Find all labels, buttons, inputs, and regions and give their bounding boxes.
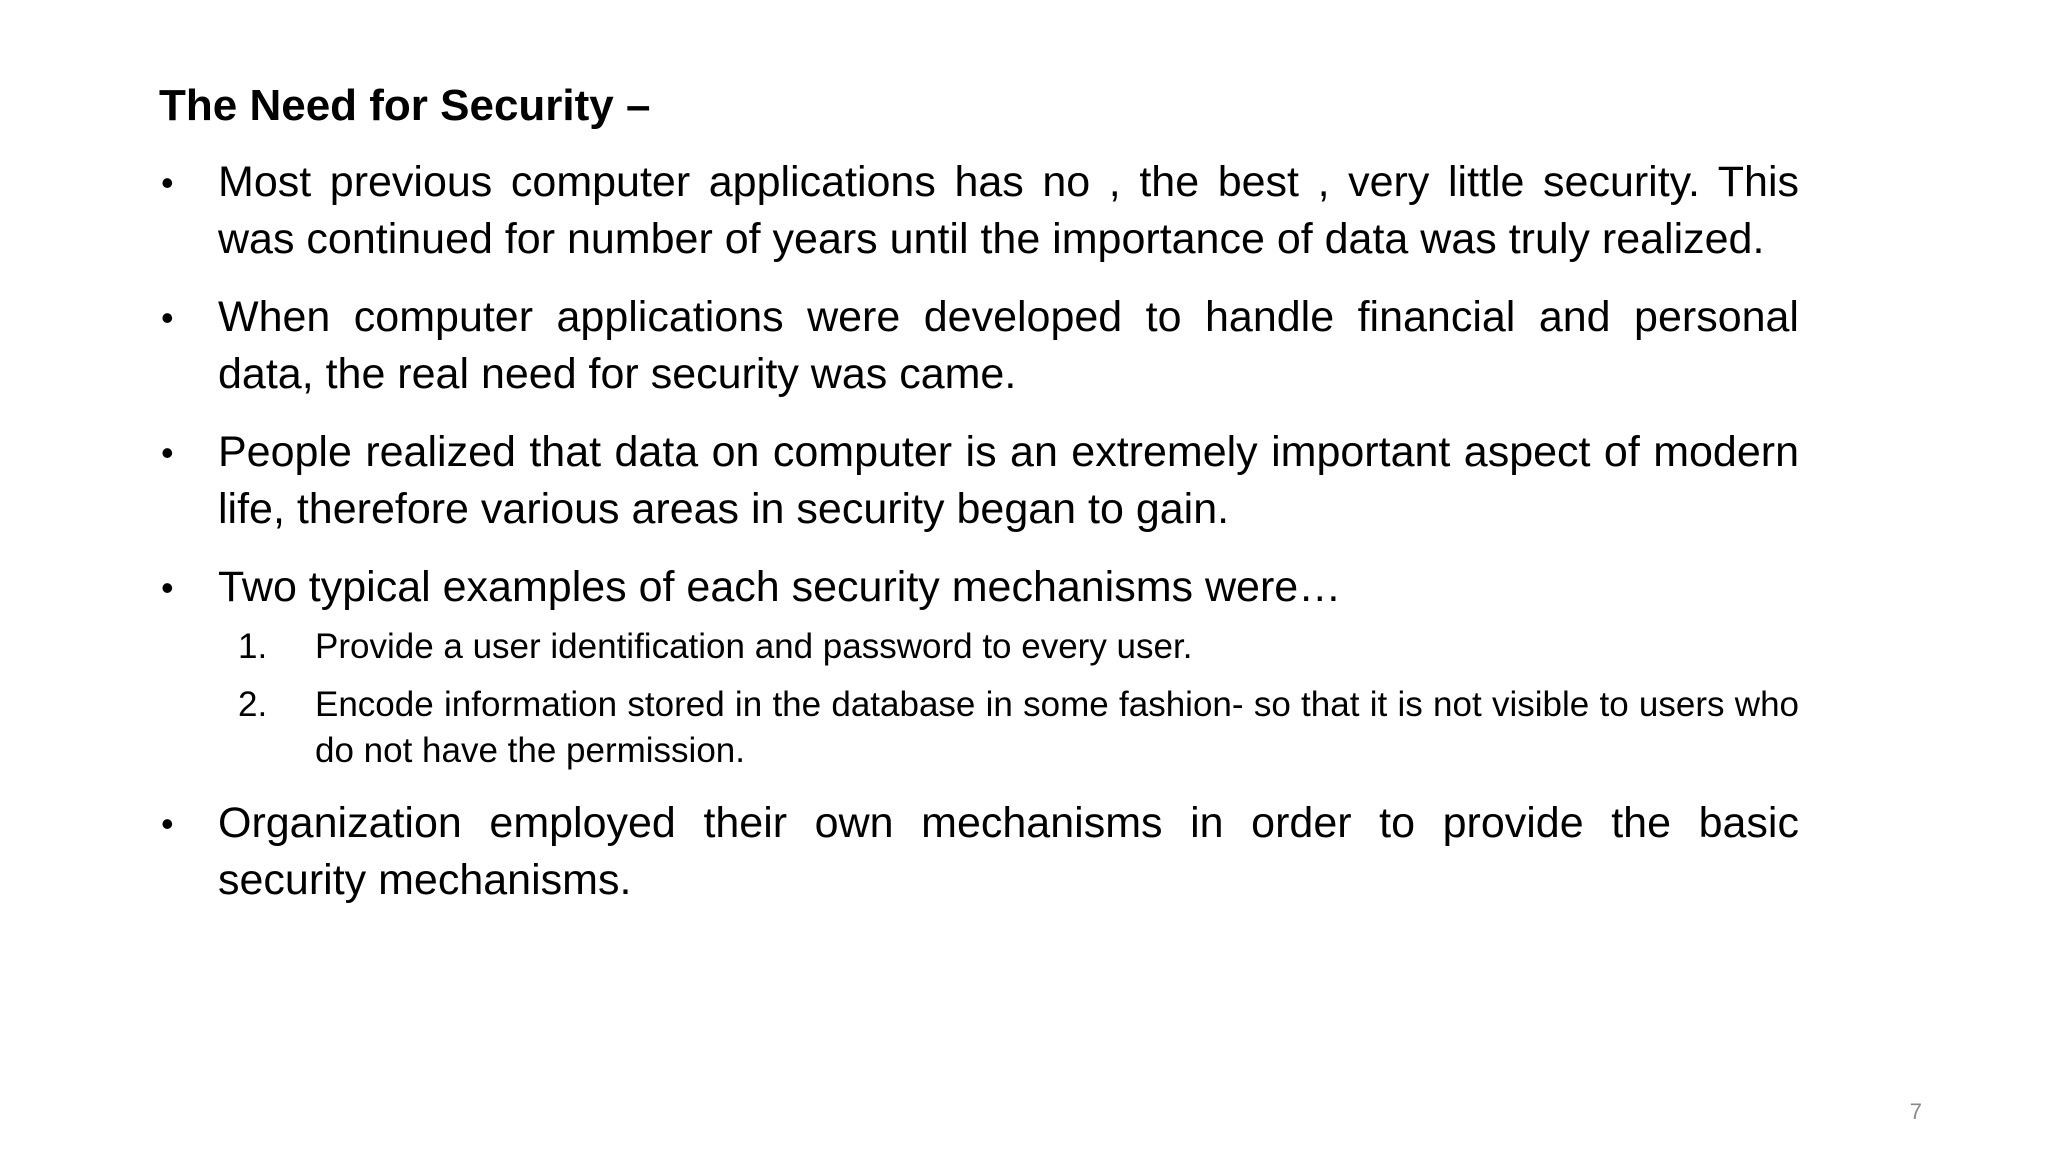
numbered-sublist — [218, 624, 1799, 774]
bullet-text: When computer applications were developed to handle financial and personal data, the real need for security was came. — [218, 293, 1799, 398]
bullet-text: Organization employed their own mechanisms in order to provide the basic security mechanisms. — [218, 799, 1799, 904]
numbered-item-text: Provide a user identification and password to every user. — [315, 627, 1193, 666]
numbered-item — [218, 682, 1799, 774]
bullet-item — [159, 154, 1799, 268]
bullet-list — [159, 154, 1799, 930]
slide-title: The Need for Security – — [159, 81, 651, 130]
bullet-icon: • — [161, 803, 174, 844]
bullet-item — [159, 424, 1799, 538]
bullet-text: Most previous computer applications has no , the best , very little security. This was continued for number of years until the importance of data was truly realized. — [218, 158, 1799, 263]
item-number: 2. — [238, 685, 268, 724]
bullet-icon: • — [161, 297, 174, 338]
bullet-text: People realized that data on computer is an extremely important aspect of modern life, therefore various areas in security began to gain. — [218, 428, 1799, 533]
bullet-icon: • — [161, 567, 174, 608]
bullet-icon: • — [161, 432, 174, 473]
numbered-item-text: Encode information stored in the database in some fashion- so that it is not visible to users who do not have the permission. — [315, 685, 1799, 770]
item-number: 1. — [238, 627, 268, 666]
bullet-item — [159, 559, 1799, 774]
bullet-item — [159, 795, 1799, 909]
bullet-item — [159, 289, 1799, 403]
bullet-text: Two typical examples of each security mechanisms were… — [218, 563, 1342, 611]
bullet-icon: • — [161, 162, 174, 203]
page-number: 7 — [1909, 1099, 1922, 1124]
numbered-item — [218, 624, 1799, 670]
